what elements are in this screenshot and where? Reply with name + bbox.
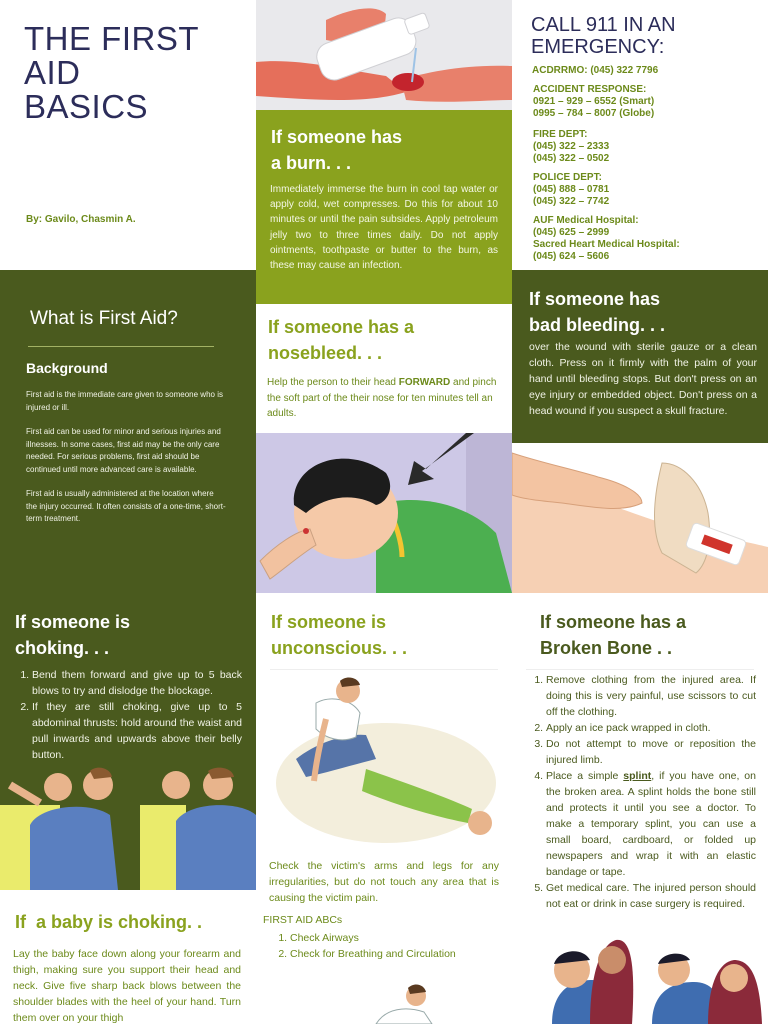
choking-panel xyxy=(0,593,256,890)
what-is-first-aid-panel xyxy=(0,270,256,593)
what-heading: What is First Aid? xyxy=(30,308,178,329)
unconscious-image xyxy=(256,673,512,853)
emergency-heading: CALL 911 IN AN EMERGENCY: xyxy=(531,14,676,58)
nosebleed-image xyxy=(256,433,512,593)
nosebleed-panel xyxy=(256,304,512,433)
list-item: 1. Bend them forward and give up to 5 back blows to try and dislodge the blockage. xyxy=(32,667,242,699)
baby-body: Lay the baby face down along your forearm and thigh, making sure you support their head and neck. Give five sharp back blows between the shoulder blades with the heel of your hand. Turn them over on your thigh xyxy=(13,948,241,1024)
accident-block: ACCIDENT RESPONSE: 0921 – 929 – 6552 (Smart) 0995 – 784 – 8007 (Globe) xyxy=(533,84,655,119)
list-item: 5. Get medical care. The injured person should not eat or drink in case surgery is required. xyxy=(546,880,756,912)
broken-bone-panel xyxy=(512,593,768,1024)
hospital-block: AUF Medical Hospital: (045) 625 – 2999 Sacred Heart Medical Hospital: (045) 624 – 5606 xyxy=(533,215,680,262)
divider xyxy=(270,669,498,670)
bleeding-panel xyxy=(512,270,768,593)
abc-list xyxy=(270,930,500,962)
unconscious-heading: If someone is unconscious. . . xyxy=(271,612,408,658)
police-block: POLICE DEPT: (045) 888 – 0781 (045) 322 – 7742 xyxy=(533,172,610,207)
list-item: 2. If they are still choking, give up to 5 abdominal thrusts: hold around the waist and pull inwards and upwards above their belly button. xyxy=(32,699,242,763)
unconscious-body: Check the victim's arms and legs for any irregularities, but do not touch any area that is causing the victim pain. xyxy=(269,860,499,904)
abc-label: FIRST AID ABCs xyxy=(263,914,343,926)
broken-heading: If someone has a Broken Bone . . xyxy=(540,612,687,658)
choking-steps xyxy=(12,667,242,763)
burn-illustration xyxy=(256,0,512,110)
list-item: 3. Do not attempt to move or reposition the injured limb. xyxy=(546,736,756,768)
baby-choking-panel xyxy=(0,890,256,1024)
list-item: 4. Place a simple splint, if you have one, on the broken area. A splint holds the bone still and protects it until you see a doctor. To make a temporary splint, you can use a small board, cardboard, or folded up newspapers and wrap it with an elastic bandage or tape. xyxy=(546,768,756,880)
unconscious-panel xyxy=(256,593,512,1024)
burn-heading: If someone has a burn. . . xyxy=(271,127,403,173)
choking-image xyxy=(0,765,256,890)
bleeding-heading: If someone has bad bleeding. . . xyxy=(529,289,666,335)
list-item: 2. Apply an ice pack wrapped in cloth. xyxy=(546,720,756,736)
burn-image xyxy=(256,0,512,110)
emergency-panel xyxy=(512,0,768,270)
background-label: Background xyxy=(26,360,108,376)
what-body: First aid is the immediate care given to someone who is injured or ill. First aid can be used for minor and serious injuries and illnesses. In some cases, first aid may be the only care needed. For serious problems, first aid should be continued until more advanced care is available. First aid is usually administered at the location where the injury occurred. It often consists of a one-time, short-term treatment. xyxy=(26,390,226,523)
unconscious-image-bottom xyxy=(256,974,512,1024)
broken-steps xyxy=(526,672,756,912)
baby-heading: If a baby is choking. . xyxy=(15,912,203,932)
divider xyxy=(28,346,214,347)
nosebleed-body: Help the person to their head FORWARD and pinch the soft part of the their nose for ten minutes tell an adults. xyxy=(267,377,497,419)
fire-block: FIRE DEPT: (045) 322 – 2333 (045) 322 – 0502 xyxy=(533,129,610,164)
divider xyxy=(526,669,754,670)
list-item: 1. Check Airways xyxy=(290,930,500,946)
burn-body: Immediately immerse the burn in cool tap water or apply cold, wet compresses. Do this for about 10 minutes or until the pain subsides. Apply petroleum jelly two to three times daily. Do not apply ointments, toothpaste or butter to the burn, as these may cause an infection. xyxy=(270,184,498,272)
title-panel xyxy=(0,0,256,270)
acdrrmo-number: ACDRRMO: (045) 322 7796 xyxy=(532,65,659,76)
choking-heading: If someone is choking. . . xyxy=(15,612,131,658)
burn-panel xyxy=(256,110,512,304)
bleeding-body: over the wound with sterile gauze or a clean cloth. Press on it firmly with the palm of your hand until bleeding stops. But don't press on an eye injury or embedded object. Don't press on a head wound if you suspect a skull fracture. xyxy=(529,341,757,417)
list-item: 1. Remove clothing from the injured area. If doing this is very painful, use scissors to cut off the clothing. xyxy=(546,672,756,720)
byline: By: Gavilo, Chasmin A. xyxy=(26,214,136,225)
nosebleed-heading: If someone has a nosebleed. . . xyxy=(268,317,415,363)
nosebleed-illustration xyxy=(256,433,512,593)
list-item: 2. Check for Breathing and Circulation xyxy=(290,946,500,962)
broken-bone-image xyxy=(512,930,768,1024)
page-title: THE FIRST AID BASICS xyxy=(24,20,199,125)
bleeding-image xyxy=(512,443,768,593)
